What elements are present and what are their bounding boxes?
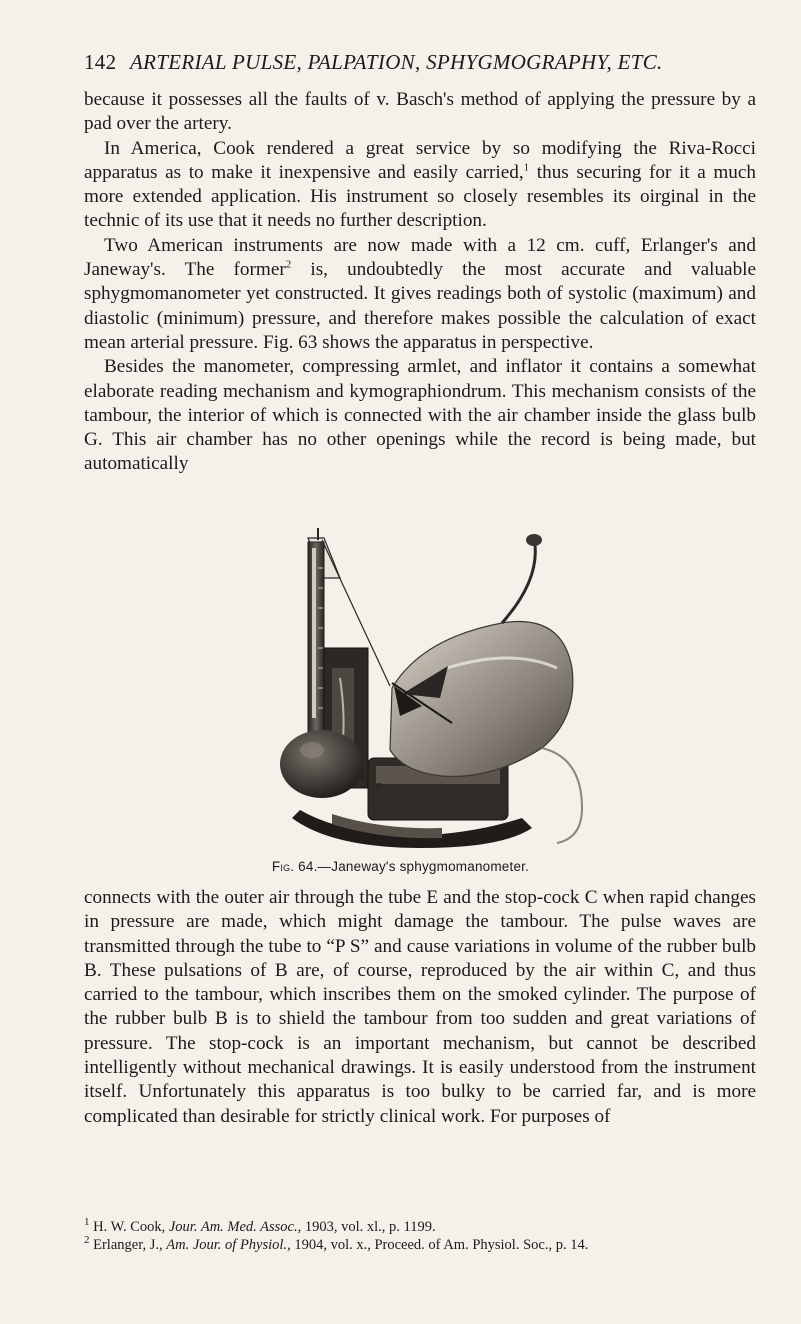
paragraph: connects with the outer air through the tube E and the stop-cock C when rapid changes in pressure are made, which might damage the tambour. The pulse waves are transmitted through the tube to “P S” and cause variations in volume of the rubber bulb B. These pulsations of B are, of course, reproduced by the air within C, and thus carried to the tambour, which inscribes them on the smoked cylinder. The purpose of the rubber bulb B is to shield the tambour from too sudden and great variations of pressure. The stop-cock is an important mechanism, but cannot be described intelligently without mechanical drawings. It is easily understood from the instrument itself. Unfortunately this apparatus is too bulky to be carried far, and is more complicated than desirable for strictly clinical work. For purposes of bbox=[84, 887, 756, 1127]
footnote-ref: 2 bbox=[285, 258, 292, 271]
footnote: $^2$ Erlanger, J., Am. Jour. of Physiol., 1904, vol. x., Proceed. of Am. Physiol. Soc., p. 14. bbox=[84, 1233, 589, 1253]
rubber-bulb bbox=[280, 730, 364, 798]
footnote: $^1$ H. W. Cook, Jour. Am. Med. Assoc., 1903, vol. xl., p. 1199. bbox=[84, 1216, 436, 1235]
footnotes bbox=[84, 1216, 764, 1254]
sphygmomanometer-figure bbox=[272, 518, 592, 858]
body-text-bottom bbox=[84, 886, 756, 1129]
sphygmomanometer-illustration bbox=[272, 518, 592, 858]
running-title: ARTERIAL PULSE, PALPATION, SPHYGMOGRAPHY, ETC. bbox=[129, 50, 663, 74]
footnote-ref: 1 bbox=[523, 161, 530, 174]
paragraph: Two American instruments are now made with a 12 cm. cuff, Erlanger's and Janeway's. The former$^2$ is, undoubtedly the most accurate and valuable sphygmomanometer yet constructed. It gives readings both of systolic (maximum) and diastolic (minimum) pressure, and therefore makes possible the calculation of exact mean arterial pressure. Fig. 63 shows the apparatus in perspective. bbox=[84, 234, 757, 353]
page-number: 142 bbox=[84, 50, 117, 74]
figure-letter-c: C bbox=[360, 772, 367, 783]
figure-caption bbox=[0, 859, 801, 874]
figure-letter-f: F bbox=[376, 782, 382, 793]
figure-caption-text: —Janeway's sphygmomanometer. bbox=[317, 859, 530, 874]
body-text-top bbox=[84, 88, 756, 477]
running-header bbox=[84, 50, 764, 75]
paragraph: because it possesses all the faults of v. Basch's method of applying the pressure by a pad over the artery. bbox=[84, 89, 756, 135]
paragraph: Besides the manometer, compressing armlet, and inflator it contains a somewhat elaborate reading mechanism and kymographiondrum. This mechanism consists of the tambour, the interior of which is connected with the air chamber inside the glass bulb G. This air chamber has no other openings while the record is being made, but automatically bbox=[84, 356, 756, 475]
figure-label: Fig. 64. bbox=[271, 859, 318, 874]
paragraph: In America, Cook rendered a great service by so modifying the Riva-Rocci apparatus as to make it inexpensive and easily carried,$^1$ thus securing for it a much more extended application. His instrument so closely resembles its oirginal in the technic of its use that it needs no further description. bbox=[84, 137, 756, 232]
